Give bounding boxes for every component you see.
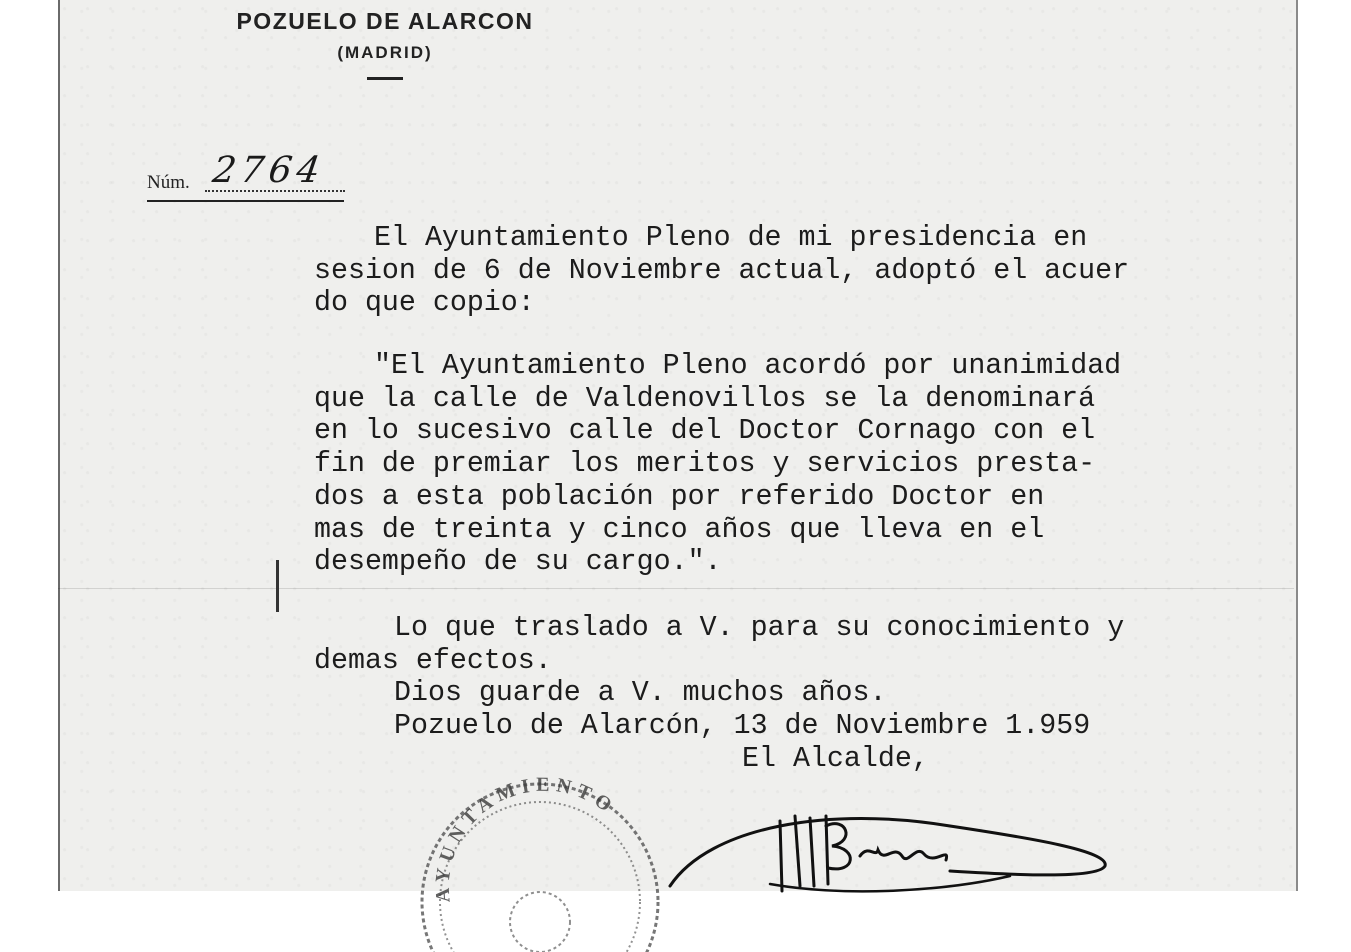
reference-number-field bbox=[147, 152, 347, 204]
reference-underline bbox=[147, 200, 344, 202]
text-line: en lo sucesivo calle del Doctor Cornago con el bbox=[314, 415, 1096, 448]
svg-text:AYUNTAMIENTO bbox=[431, 774, 620, 903]
text-line: El Ayuntamiento Pleno de mi presidencia en bbox=[374, 222, 1088, 254]
text-line: Pozuelo de Alarcón, 13 de Noviembre 1.959 bbox=[394, 710, 1091, 743]
text-line: "El Ayuntamiento Pleno acordó por unanimidad bbox=[374, 350, 1122, 382]
paragraph-closing bbox=[314, 612, 1124, 776]
text-line: Lo que traslado a V. para su conocimiento y bbox=[394, 612, 1125, 644]
paper-fold-line bbox=[58, 588, 1294, 589]
text-line: desempeño de su cargo.". bbox=[314, 546, 722, 579]
letterhead bbox=[150, 8, 620, 80]
reference-label: Núm. bbox=[147, 172, 190, 193]
letterhead-town: POZUELO DE ALARCON bbox=[236, 8, 534, 34]
seal-text: AYUNTAMIENTO bbox=[431, 773, 621, 904]
text-line: dos a esta población por referido Doctor en bbox=[314, 480, 1045, 513]
text-line: demas efectos. bbox=[314, 644, 552, 677]
text-line: do que copio: bbox=[314, 287, 535, 320]
text-line: Dios guarde a V. muchos años. bbox=[394, 677, 887, 710]
letterhead-province: (MADRID) bbox=[337, 43, 433, 62]
text-line: fin de premiar los meritos y servicios presta- bbox=[314, 448, 1096, 481]
paragraph-intro bbox=[314, 222, 1129, 320]
text-line: mas de treinta y cinco años que lleva en el bbox=[314, 513, 1045, 546]
signatory-title: El Alcalde, bbox=[742, 742, 929, 775]
reference-number-handwritten: 2764 bbox=[210, 150, 328, 191]
text-line: que la calle de Valdenovillos se la denominará bbox=[314, 382, 1096, 415]
margin-mark bbox=[276, 560, 279, 612]
mayor-signature bbox=[650, 806, 1120, 906]
official-seal-stamp bbox=[400, 752, 680, 952]
letterhead-rule bbox=[367, 77, 403, 80]
paragraph-quote bbox=[314, 350, 1121, 579]
text-line: sesion de 6 de Noviembre actual, adoptó el acuer bbox=[314, 254, 1130, 287]
